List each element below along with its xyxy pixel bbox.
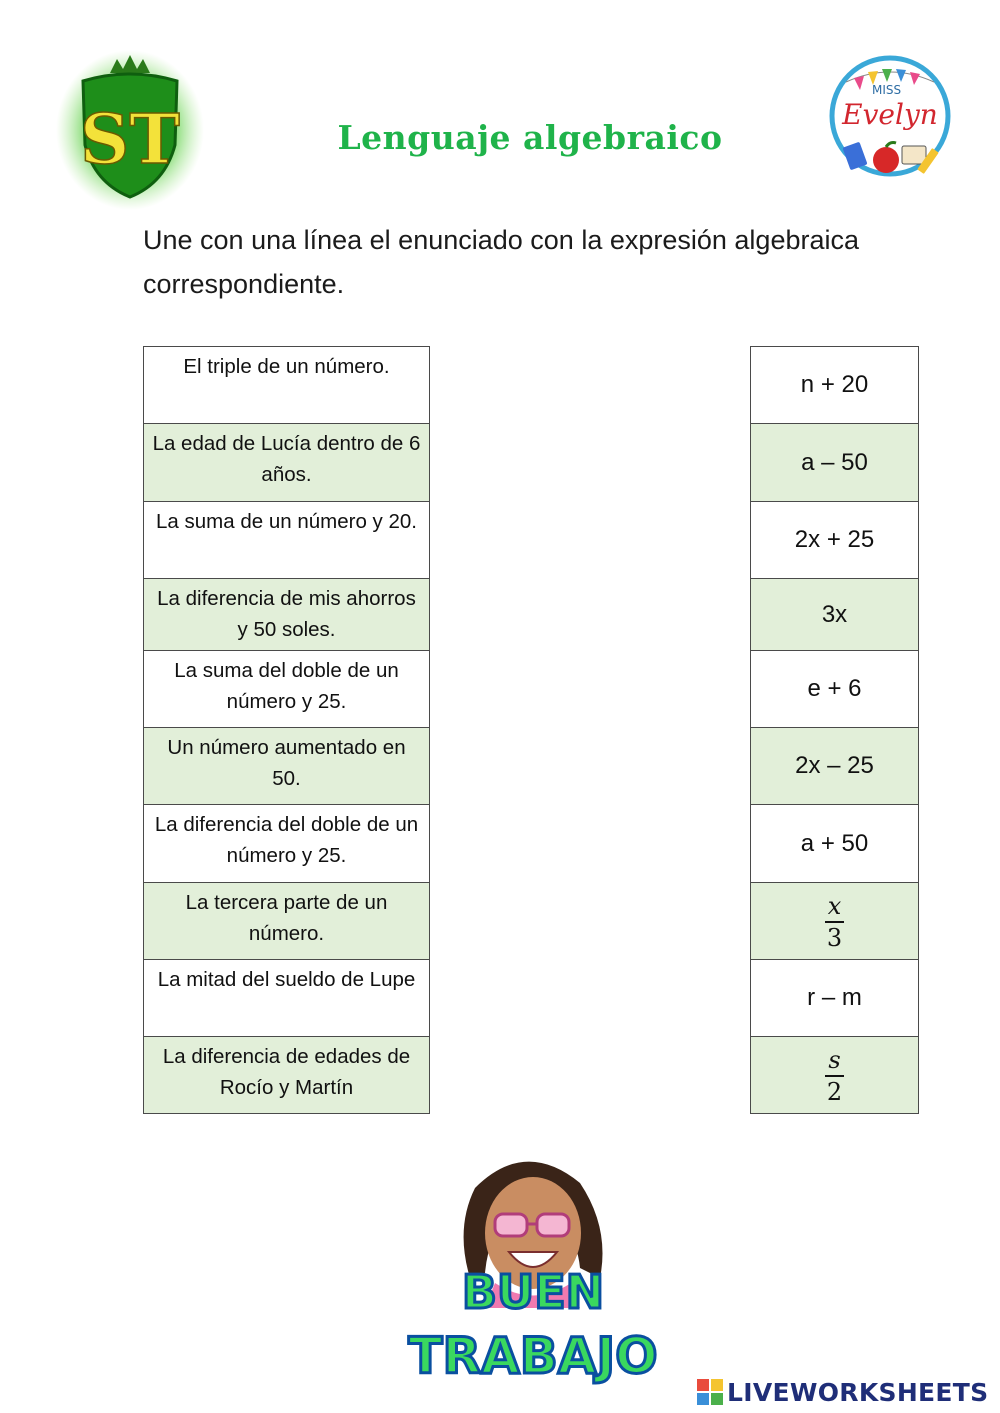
svg-text:MISS: MISS [872, 83, 902, 97]
fraction-denominator: 3 [826, 923, 843, 952]
school-logo-shield [55, 45, 205, 210]
expression-cell[interactable]: a – 50 [751, 424, 919, 502]
statement-cell[interactable]: La suma de un número y 20. [144, 502, 430, 579]
fraction-denominator: 2 [826, 1077, 843, 1106]
fraction [825, 1045, 843, 1106]
svg-text:Evelyn: Evelyn [842, 98, 938, 131]
fraction [825, 891, 845, 952]
expression-cell[interactable]: n + 20 [751, 347, 919, 424]
statement-cell[interactable]: La suma del doble de un número y 25. [144, 651, 430, 728]
watermark-text: LIVEWORKSHEETS [727, 1377, 989, 1407]
expression-cell[interactable]: 2x – 25 [751, 728, 919, 805]
expression-cell[interactable]: a + 50 [751, 805, 919, 883]
statements-table [143, 346, 430, 1114]
expression-cell[interactable]: r – m [751, 960, 919, 1037]
fraction-numerator: x [825, 894, 845, 923]
svg-text:TRABAJO: TRABAJO [408, 1327, 658, 1385]
liveworksheets-watermark [697, 1376, 988, 1408]
expressions-table [750, 346, 919, 1114]
fraction-numerator: s [825, 1048, 843, 1077]
svg-text:ST: ST [80, 100, 180, 180]
buen-trabajo-sticker [405, 1148, 665, 1388]
expression-cell[interactable]: 3x [751, 579, 919, 651]
page-title: Lenguaje algebraico [337, 118, 723, 157]
liveworksheets-logo-icon [697, 1379, 723, 1405]
statement-cell[interactable]: La diferencia de edades de Rocío y Martín [144, 1037, 430, 1114]
svg-text:BUEN: BUEN [461, 1265, 605, 1319]
statement-cell[interactable]: La tercera parte de un número. [144, 883, 430, 960]
instruction-text: Une con una línea el enunciado con la expresión algebraica correspondiente. [143, 225, 860, 299]
miss-evelyn-logo [826, 52, 954, 182]
expression-cell[interactable]: 2x + 25 [751, 502, 919, 579]
expression-cell[interactable] [751, 883, 919, 960]
expression-cell[interactable]: e + 6 [751, 651, 919, 728]
statement-cell[interactable]: La edad de Lucía dentro de 6 años. [144, 424, 430, 502]
statement-cell[interactable]: El triple de un número. [144, 347, 430, 424]
statement-cell[interactable]: La diferencia del doble de un número y 25. [144, 805, 430, 883]
statement-cell[interactable]: La mitad del sueldo de Lupe [144, 960, 430, 1037]
statement-cell[interactable]: Un número aumentado en 50. [144, 728, 430, 805]
expression-cell[interactable] [751, 1037, 919, 1114]
statement-cell[interactable]: La diferencia de mis ahorros y 50 soles. [144, 579, 430, 651]
